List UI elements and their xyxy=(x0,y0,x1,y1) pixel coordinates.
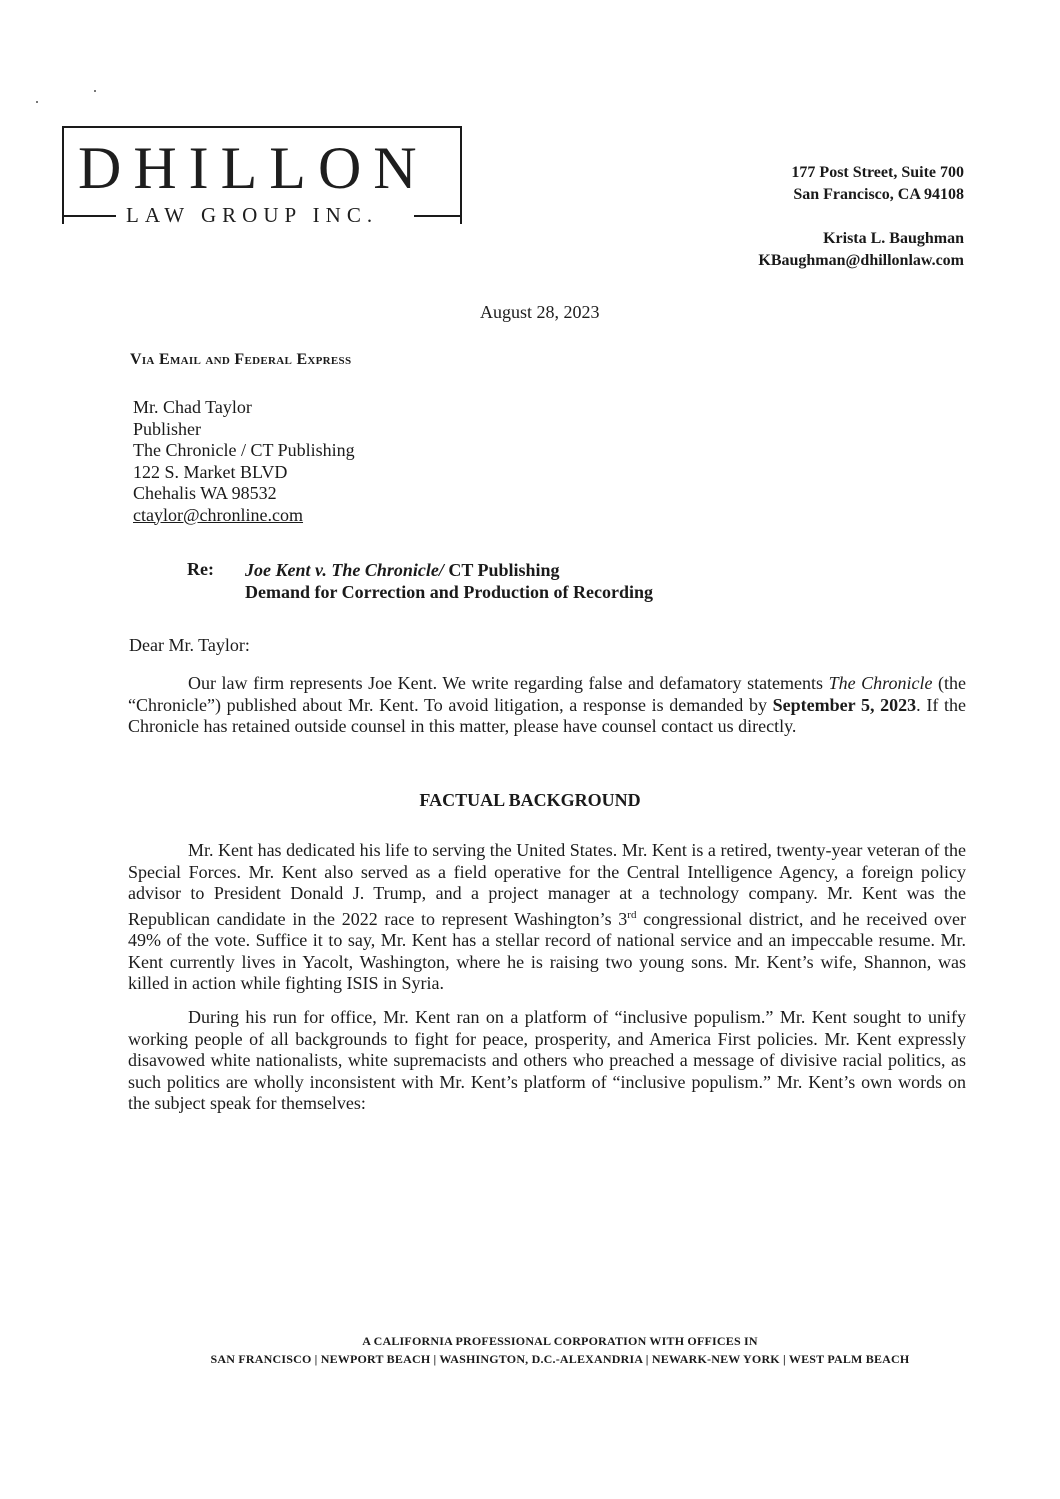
intro-text-3: . If the Chronicle has retained outside counsel in this matter, please have counsel contact us directly. xyxy=(128,694,966,736)
recipient-email-link[interactable]: ctaylor@chronline.com xyxy=(133,504,304,525)
logo-rule-left xyxy=(62,215,116,217)
logo-rule-right xyxy=(414,215,462,217)
delivery-method: Via Email and Federal Express xyxy=(130,351,352,368)
background-paragraph-2 xyxy=(128,1007,966,1115)
attorney-name: Krista L. Baughman xyxy=(823,230,964,247)
page-footer xyxy=(0,1332,1060,1368)
intro-deadline: September 5, 2023 xyxy=(772,694,917,715)
recipient-company: The Chronicle / CT Publishing xyxy=(133,440,355,460)
re-case-italic: Joe Kent v. The Chronicle/ xyxy=(245,560,444,580)
intro-paragraph xyxy=(128,673,966,738)
re-case-rest: CT Publishing xyxy=(443,560,560,580)
recipient-street: 122 S. Market BLVD xyxy=(133,461,288,482)
letter-date: August 28, 2023 xyxy=(480,302,600,322)
background-paragraph-1 xyxy=(128,840,966,995)
intro-text-1: Our law firm represents Joe Kent. We write regarding false and defamatory statements xyxy=(188,673,829,693)
recipient-name: Mr. Chad Taylor xyxy=(133,397,252,417)
address-line-2: San Francisco, CA 94108 xyxy=(793,186,964,203)
firm-address xyxy=(791,162,964,206)
attorney-email: KBaughman@dhillonlaw.com xyxy=(758,252,964,269)
section-heading: FACTUAL BACKGROUND xyxy=(419,790,641,810)
intro-publication: The Chronicle xyxy=(828,673,933,693)
recipient-city: Chehalis WA 98532 xyxy=(133,483,277,503)
recipient-title: Publisher xyxy=(133,418,202,439)
background-text-1a: Mr. Kent has dedicated his life to serving the United States. Mr. Kent is a retired, twenty-year veteran of the Special Forces. Mr. Kent also served as a field operative for the Central Intelligence Agency, a foreign policy advisor to President Donald J. Trump, and a project manager at a technology company. Mr. Kent was the Republican candidate in the 2022 race to represent Washington’s 3 xyxy=(128,840,966,929)
re-case-line xyxy=(245,559,653,581)
ordinal-suffix: rd xyxy=(627,908,637,921)
re-subject: Demand for Correction and Production of Recording xyxy=(245,582,653,602)
footer-line-1: A CALIFORNIA PROFESSIONAL CORPORATION WITH OFFICES IN xyxy=(362,1334,758,1348)
footer-line-2: SAN FRANCISCO | NEWPORT BEACH | WASHINGTON, D.C.-ALEXANDRIA | NEWARK-NEW YORK | WEST PALM BEACH xyxy=(210,1352,910,1366)
firm-logo-subtitle: LAW GROUP INC. xyxy=(126,203,379,227)
intro-text-2: (the “Chronicle”) published about Mr. Kent. To avoid litigation, a response is demanded by xyxy=(128,673,966,715)
re-subject-block xyxy=(245,559,653,603)
salutation: Dear Mr. Taylor: xyxy=(129,635,250,655)
scan-speck xyxy=(36,101,38,103)
background-text-2: During his run for office, Mr. Kent ran on a platform of “inclusive populism.” Mr. Kent sought to unify working people of all backgrounds to fight for peace, prosperity, and America First policies. Mr. Kent expressly disavowed white nationalists, white supremacists and others who preached a message of divisive racial politics, as such politics are wholly inconsistent with Mr. Kent’s platform of “inclusive populism.” Mr. Kent’s own words on the subject speak for themselves: xyxy=(128,1007,966,1113)
re-label: Re: xyxy=(187,559,214,579)
address-line-1: 177 Post Street, Suite 700 xyxy=(791,164,964,181)
attorney-contact xyxy=(758,228,964,272)
firm-logo-name: DHILLON xyxy=(78,135,429,201)
scan-speck xyxy=(94,90,96,92)
recipient-block xyxy=(133,397,355,526)
background-text-1b: congressional district, and he received over 49% of the vote. Suffice it to say, Mr. Kent has a stellar record of national service and an impeccable resume. Mr. Kent currently lives in Yacolt, Washington, where he is raising two young sons. Mr. Kent’s wife, Shannon, was killed in action while fighting ISIS in Syria. xyxy=(128,908,966,993)
